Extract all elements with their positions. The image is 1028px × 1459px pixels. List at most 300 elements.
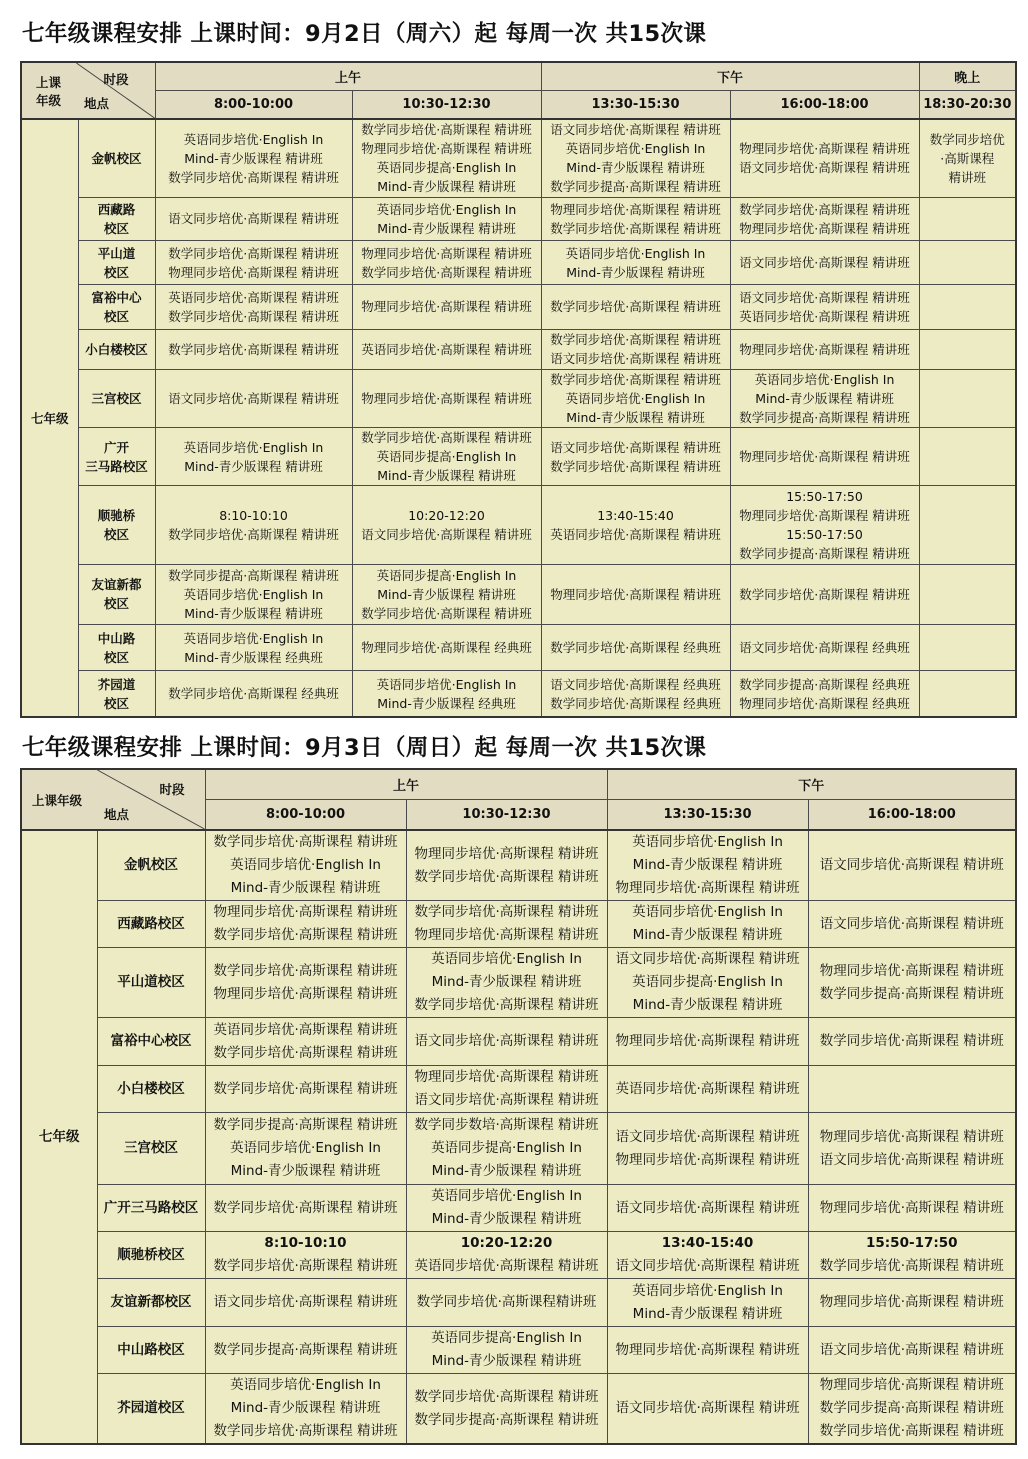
period-afternoon: 下午 bbox=[541, 62, 919, 90]
course-line: 数学同步培优·高斯课程 精讲班 bbox=[550, 371, 721, 387]
campus-name: 校区 bbox=[103, 220, 129, 236]
course-line: 英语同步培优·English In bbox=[183, 439, 324, 455]
course-cell bbox=[205, 948, 406, 1018]
table-corner-header bbox=[21, 62, 155, 119]
course-line: 数学同步提高·高斯课程 精讲班 bbox=[819, 1400, 1004, 1416]
campus-name: 西藏路校区 bbox=[117, 915, 185, 932]
course-cell bbox=[155, 671, 352, 717]
course-cell bbox=[808, 1327, 1016, 1374]
course-cell bbox=[730, 369, 919, 427]
campus-name: 芥园道校区 bbox=[117, 1400, 185, 1416]
campus-cell bbox=[97, 1018, 205, 1066]
schedule-table-saturday bbox=[20, 61, 1017, 718]
campus-name: 顺驰桥 bbox=[97, 507, 136, 523]
campus-cell bbox=[97, 948, 205, 1018]
course-cell bbox=[730, 624, 919, 670]
course-line: 英语同步培优·English In bbox=[230, 857, 381, 873]
campus-cell bbox=[97, 1066, 205, 1113]
course-cell bbox=[205, 901, 406, 948]
campus-name: 友谊新都校区 bbox=[110, 1294, 192, 1310]
course-cell bbox=[205, 1232, 406, 1279]
course-line: 数学同步培优 bbox=[929, 131, 1005, 147]
campus-name: 广开三马路校区 bbox=[103, 1199, 199, 1216]
course-cell bbox=[919, 486, 1016, 564]
course-line: 英语同步培优·English In bbox=[632, 904, 783, 920]
course-cell bbox=[730, 197, 919, 240]
campus-name: 西藏路 bbox=[97, 201, 136, 217]
course-line: 数学同步提高·高斯课程 精讲班 bbox=[819, 985, 1004, 1002]
course-line: 语文同步培优·高斯课程 精讲班 bbox=[615, 1258, 800, 1274]
course-cell bbox=[607, 1066, 808, 1113]
course-line: 数学同步提高·高斯课程 精讲班 bbox=[213, 1341, 398, 1358]
course-cell bbox=[730, 329, 919, 369]
course-line: 数学同步培优·高斯课程 精讲班 bbox=[213, 962, 398, 979]
course-cell bbox=[205, 1374, 406, 1445]
campus-name: 三马路校区 bbox=[85, 458, 148, 474]
course-cell bbox=[205, 1113, 406, 1185]
course-line: 物理同步培优·高斯课程 精讲班 bbox=[819, 1128, 1004, 1145]
course-cell bbox=[155, 486, 352, 564]
course-line: Mind-青少版课程 精讲班 bbox=[632, 1305, 783, 1322]
course-line: Mind-青少版课程 精讲班 bbox=[431, 974, 582, 990]
course-line: 英语同步培优·English In bbox=[230, 1377, 381, 1393]
course-cell bbox=[352, 119, 541, 197]
course-cell bbox=[730, 285, 919, 329]
course-line: 数学同步培优·高斯课程 精讲班 bbox=[819, 1423, 1004, 1439]
course-cell bbox=[541, 329, 730, 369]
course-line: 物理同步培优·高斯课程 精讲班 bbox=[550, 586, 721, 602]
course-line: 英语同步培优·English In bbox=[183, 630, 324, 646]
course-line: 物理同步培优·高斯课程 精讲班 bbox=[414, 927, 599, 943]
course-line: Mind-青少版课程 精讲班 bbox=[184, 150, 323, 166]
period-evening: 晚上 bbox=[919, 62, 1016, 90]
course-line: 数学同步提高·高斯课程 精讲班 bbox=[213, 1117, 398, 1133]
course-line: 数学同步培优·高斯课程 精讲班 bbox=[168, 526, 339, 542]
campus-name: 广开 bbox=[103, 439, 129, 455]
class-time: 8:10-10:10 bbox=[219, 507, 288, 523]
campus-cell bbox=[78, 486, 155, 564]
course-cell bbox=[406, 1374, 607, 1445]
campus-name: 芥园道 bbox=[97, 676, 136, 692]
campus-name: 小白楼校区 bbox=[85, 341, 148, 357]
table-row bbox=[21, 1232, 1016, 1279]
course-line: 语文同步培优·高斯课程 精讲班 bbox=[819, 915, 1004, 932]
course-line: Mind-青少版课程 精讲班 bbox=[566, 160, 705, 176]
course-line: 英语同步培优·高斯课程 精讲班 bbox=[361, 341, 532, 357]
course-line: 物理同步培优·高斯课程 精讲班 bbox=[819, 1199, 1004, 1216]
course-cell bbox=[155, 285, 352, 329]
course-line: 英语同步培优·English In bbox=[754, 371, 895, 387]
course-line: 物理同步培优·高斯课程 精讲班 bbox=[739, 507, 910, 523]
course-line: 物理同步培优·高斯课程 精讲班 bbox=[739, 341, 910, 357]
course-cell bbox=[406, 1066, 607, 1113]
campus-cell bbox=[78, 329, 155, 369]
period-morning: 上午 bbox=[155, 62, 541, 90]
course-cell bbox=[919, 671, 1016, 717]
course-line: 数学同步数培·高斯课程 精讲班 bbox=[414, 1117, 599, 1133]
course-line: 数学同步培优·高斯课程 精讲班 bbox=[739, 201, 910, 217]
course-line: Mind-青少版课程 精讲班 bbox=[230, 1400, 381, 1416]
course-line: 数学同步培优·高斯课程 经典班 bbox=[168, 686, 339, 702]
course-line: 英语同步培优·高斯课程 精讲班 bbox=[739, 308, 910, 324]
table-row bbox=[21, 486, 1016, 564]
course-line: 物理同步培优·高斯课程 精讲班 bbox=[414, 1069, 599, 1085]
campus-name: 富裕中心 bbox=[91, 289, 142, 305]
course-line: 语文同步培优·高斯课程 经典班 bbox=[550, 676, 721, 692]
course-cell bbox=[808, 901, 1016, 948]
time-slot: 8:00-10:00 bbox=[155, 90, 352, 119]
course-line: 语文同步培优·高斯课程 精讲班 bbox=[550, 439, 721, 455]
course-line: 语文同步培优·高斯课程 精讲班 bbox=[819, 1151, 1004, 1168]
course-cell bbox=[919, 241, 1016, 285]
table-row bbox=[21, 1327, 1016, 1374]
campus-name: 中山路 bbox=[97, 630, 136, 646]
campus-cell bbox=[97, 1327, 205, 1374]
course-cell bbox=[155, 329, 352, 369]
course-line: 语文同步培优·高斯课程 经典班 bbox=[739, 640, 910, 656]
time-slot: 13:30-15:30 bbox=[541, 90, 730, 119]
course-cell bbox=[352, 624, 541, 670]
course-cell bbox=[352, 369, 541, 427]
course-cell bbox=[607, 1374, 808, 1445]
campus-name: 校区 bbox=[103, 526, 129, 542]
course-line: 英语同步培优·English In bbox=[376, 676, 517, 692]
course-line: Mind-青少版课程 精讲班 bbox=[632, 997, 783, 1013]
course-cell bbox=[607, 830, 808, 901]
course-line: 英语同步培优·English In bbox=[230, 1140, 381, 1156]
course-line: Mind-青少版课程 精讲班 bbox=[377, 586, 516, 602]
course-line: 英语同步培优·English In bbox=[632, 1282, 783, 1299]
course-line: 数学同步培优·高斯课程 精讲班 bbox=[213, 1199, 398, 1216]
course-line: 物理同步培优·高斯课程 精讲班 bbox=[615, 880, 800, 896]
campus-cell bbox=[78, 119, 155, 197]
course-cell bbox=[730, 119, 919, 197]
time-slot: 18:30-20:30 bbox=[919, 90, 1016, 119]
course-line: 数学同步培优·高斯课程 精讲班 bbox=[819, 1033, 1004, 1049]
class-time: 15:50-17:50 bbox=[786, 526, 863, 542]
course-cell bbox=[406, 1232, 607, 1279]
course-line: 数学同步提高·高斯课程 精讲班 bbox=[168, 567, 339, 583]
corner-label-location: 地点 bbox=[104, 807, 130, 822]
campus-cell bbox=[97, 830, 205, 901]
campus-name: 校区 bbox=[103, 596, 129, 612]
course-line: 语文同步培优·高斯课程 精讲班 bbox=[615, 1128, 800, 1145]
course-cell bbox=[406, 1327, 607, 1374]
course-line: 语文同步培优·高斯课程 精讲班 bbox=[819, 1341, 1004, 1358]
course-cell bbox=[808, 1374, 1016, 1445]
course-line: 物理同步培优·高斯课程 精讲班 bbox=[739, 141, 910, 157]
time-slot: 16:00-18:00 bbox=[808, 799, 1016, 830]
course-cell bbox=[352, 564, 541, 624]
course-line: 英语同步培优·高斯课程 精讲班 bbox=[550, 526, 721, 542]
course-cell bbox=[541, 486, 730, 564]
course-line: 数学同步培优·高斯课程 精讲班 bbox=[213, 927, 398, 943]
course-cell bbox=[808, 1066, 1016, 1113]
course-line: 英语同步培优·English In bbox=[431, 951, 582, 967]
course-line: 数学同步培优·高斯课程 精讲班 bbox=[414, 904, 599, 920]
course-line: 数学同步培优·高斯课程 精讲班 bbox=[168, 245, 339, 261]
corner-label-time: 时段 bbox=[159, 782, 185, 797]
course-line: Mind-青少版课程 精讲班 bbox=[632, 857, 783, 873]
course-cell bbox=[607, 901, 808, 948]
course-line: Mind-青少版课程 精讲班 bbox=[377, 179, 516, 195]
course-line: Mind-青少版课程 精讲班 bbox=[377, 220, 516, 236]
course-line: 数学同步提高·高斯课程 精讲班 bbox=[550, 179, 721, 195]
course-line: 英语同步提高·English In bbox=[376, 567, 517, 583]
course-line: 数学同步提高·高斯课程 经典班 bbox=[739, 676, 910, 692]
campus-name: 金帆校区 bbox=[124, 857, 178, 873]
course-cell bbox=[808, 1018, 1016, 1066]
course-cell bbox=[205, 1327, 406, 1374]
course-line: 物理同步培优·高斯课程 精讲班 bbox=[615, 1033, 800, 1049]
corner-label-grade-1: 上课 bbox=[36, 75, 62, 90]
course-cell bbox=[155, 369, 352, 427]
class-time: 15:50-17:50 bbox=[866, 1235, 958, 1251]
campus-cell bbox=[78, 285, 155, 329]
course-line: 英语同步提高·English In bbox=[376, 160, 517, 176]
course-line: 英语同步培优·高斯课程 精讲班 bbox=[168, 289, 339, 305]
table-row bbox=[21, 428, 1016, 486]
course-line: 物理同步培优·高斯课程 精讲班 bbox=[550, 201, 721, 217]
course-cell bbox=[541, 428, 730, 486]
campus-name: 中山路校区 bbox=[117, 1341, 185, 1358]
table-row bbox=[21, 329, 1016, 369]
course-line: 数学同步培优·高斯课程 精讲班 bbox=[414, 997, 599, 1013]
course-cell bbox=[919, 369, 1016, 427]
course-cell bbox=[919, 329, 1016, 369]
table-row bbox=[21, 1185, 1016, 1232]
grade-cell: 七年级 bbox=[21, 830, 97, 1444]
table-row bbox=[21, 1018, 1016, 1066]
table-row bbox=[21, 1279, 1016, 1327]
time-slot: 10:30-12:30 bbox=[352, 90, 541, 119]
course-line: 数学同步培优·高斯课程 精讲班 bbox=[213, 1258, 398, 1274]
course-line: 数学同步培优·高斯课程 精讲班 bbox=[361, 264, 532, 280]
course-line: 数学同步培优·高斯课程 精讲班 bbox=[168, 341, 339, 357]
campus-name: 校区 bbox=[103, 649, 129, 665]
course-line: 物理同步培优·高斯课程 精讲班 bbox=[213, 985, 398, 1002]
table-row bbox=[21, 241, 1016, 285]
course-line: 语文同步培优·高斯课程 精讲班 bbox=[615, 951, 800, 967]
course-line: Mind-青少版课程 精讲班 bbox=[230, 880, 381, 896]
campus-name: 平山道校区 bbox=[117, 974, 185, 990]
time-slot: 10:30-12:30 bbox=[406, 799, 607, 830]
course-line: 物理同步培优·高斯课程 精讲班 bbox=[615, 1151, 800, 1168]
course-line: 语文同步培优·高斯课程 精讲班 bbox=[550, 351, 721, 367]
course-line: 物理同步培优·高斯课程 精讲班 bbox=[361, 141, 532, 157]
course-line: 数学同步培优·高斯课程 经典班 bbox=[550, 640, 721, 656]
course-line: 英语同步培优·高斯课程 精讲班 bbox=[213, 1021, 398, 1038]
course-cell bbox=[541, 241, 730, 285]
course-line: 英语同步培优·English In bbox=[565, 245, 706, 261]
class-time: 13:40-15:40 bbox=[597, 507, 674, 523]
course-line: 英语同步培优·English In bbox=[565, 390, 706, 406]
course-cell bbox=[541, 564, 730, 624]
course-line: 数学同步培优·高斯课程 精讲班 bbox=[819, 1258, 1004, 1274]
campus-name: 富裕中心校区 bbox=[110, 1033, 192, 1049]
course-line: Mind-青少版课程 经典班 bbox=[184, 649, 323, 665]
course-cell bbox=[607, 1327, 808, 1374]
corner-label-grade-2: 年级 bbox=[36, 93, 62, 108]
course-line: Mind-青少版课程 精讲班 bbox=[184, 605, 323, 621]
course-line: Mind-青少版课程 精讲班 bbox=[632, 927, 783, 943]
campus-cell bbox=[97, 1232, 205, 1279]
campus-name: 三宫校区 bbox=[124, 1140, 178, 1156]
course-line: 物理同步培优·高斯课程 精讲班 bbox=[739, 220, 910, 236]
class-time: 15:50-17:50 bbox=[786, 488, 863, 504]
course-cell bbox=[607, 1232, 808, 1279]
class-time: 8:10-10:10 bbox=[264, 1235, 347, 1251]
course-line: 精讲班 bbox=[948, 169, 987, 185]
course-cell bbox=[205, 1018, 406, 1066]
course-line: 数学同步提高·高斯课程 精讲班 bbox=[739, 409, 910, 425]
course-line: 数学同步培优·高斯课程 精讲班 bbox=[213, 1044, 398, 1061]
table-row bbox=[21, 1113, 1016, 1185]
campus-name: 平山道 bbox=[97, 245, 136, 261]
course-cell bbox=[406, 1018, 607, 1066]
table-row bbox=[21, 197, 1016, 240]
course-line: 数学同步培优·高斯课程 精讲班 bbox=[213, 1423, 398, 1439]
course-line: 物理同步培优·高斯课程 精讲班 bbox=[819, 1294, 1004, 1310]
course-line: 物理同步培优·高斯课程 精讲班 bbox=[213, 904, 398, 920]
course-line: 物理同步培优·高斯课程 精讲班 bbox=[361, 299, 532, 315]
time-slot: 16:00-18:00 bbox=[730, 90, 919, 119]
course-cell bbox=[541, 285, 730, 329]
course-cell bbox=[155, 564, 352, 624]
course-line: 英语同步提高·English In bbox=[632, 974, 783, 990]
course-line: 数学同步培优·高斯课程精讲班 bbox=[416, 1294, 597, 1310]
campus-cell bbox=[97, 1374, 205, 1445]
course-line: 数学同步培优·高斯课程 精讲班 bbox=[213, 1080, 398, 1097]
course-line: 语文同步培优·高斯课程 精讲班 bbox=[414, 1092, 599, 1108]
campus-name: 校区 bbox=[103, 308, 129, 324]
campus-cell bbox=[78, 369, 155, 427]
course-cell bbox=[205, 1066, 406, 1113]
course-cell bbox=[541, 624, 730, 670]
course-line: Mind-青少版课程 精讲班 bbox=[184, 458, 323, 474]
table-row bbox=[21, 369, 1016, 427]
course-line: 数学同步培优·高斯课程 精讲班 bbox=[414, 868, 599, 885]
course-line: 语文同步培优·高斯课程 精讲班 bbox=[739, 255, 910, 271]
course-cell bbox=[205, 1185, 406, 1232]
course-cell bbox=[541, 197, 730, 240]
schedule-title-saturday: 七年级课程安排 上课时间：9月2日（周六）起 每周一次 共15次课 bbox=[22, 21, 707, 47]
course-cell bbox=[808, 1279, 1016, 1327]
course-line: 英语同步提高·English In bbox=[376, 449, 517, 465]
course-cell bbox=[155, 119, 352, 197]
course-line: 数学同步培优·高斯课程 精讲班 bbox=[168, 169, 339, 185]
course-line: 语文同步培优·高斯课程 精讲班 bbox=[739, 160, 910, 176]
campus-cell bbox=[97, 1113, 205, 1185]
course-line: 物理同步培优·高斯课程 精讲班 bbox=[414, 845, 599, 862]
course-line: 数学同步提高·高斯课程 精讲班 bbox=[739, 545, 910, 561]
campus-name: 顺驰桥校区 bbox=[117, 1246, 185, 1263]
course-cell bbox=[607, 1279, 808, 1327]
corner-label-time: 时段 bbox=[103, 72, 129, 87]
corner-label-grade: 上课年级 bbox=[32, 793, 83, 808]
course-line: Mind-青少版课程 精讲班 bbox=[566, 264, 705, 280]
course-line: 英语同步提高·English In bbox=[431, 1330, 582, 1346]
class-time: 10:20-12:20 bbox=[460, 1235, 553, 1251]
course-line: Mind-青少版课程 精讲班 bbox=[377, 468, 516, 484]
course-cell bbox=[808, 830, 1016, 901]
campus-cell bbox=[97, 1279, 205, 1327]
course-line: 语文同步培优·高斯课程 精讲班 bbox=[168, 390, 339, 406]
class-time: 13:40-15:40 bbox=[661, 1235, 754, 1251]
course-line: 英语同步提高·English In bbox=[431, 1140, 582, 1156]
course-cell bbox=[541, 119, 730, 197]
course-line: 数学同步培优·高斯课程 精讲班 bbox=[550, 332, 721, 348]
table-row bbox=[21, 1374, 1016, 1445]
course-line: 语文同步培优·高斯课程 精讲班 bbox=[550, 122, 721, 138]
table-row bbox=[21, 119, 1016, 197]
course-cell bbox=[808, 1232, 1016, 1279]
campus-name: 三宫校区 bbox=[91, 390, 142, 406]
course-line: 数学同步培优·高斯课程 精讲班 bbox=[550, 458, 721, 474]
course-cell bbox=[730, 428, 919, 486]
course-line: Mind-青少版课程 精讲班 bbox=[431, 1353, 582, 1369]
course-line: 语文同步培优·高斯课程 精讲班 bbox=[739, 289, 910, 305]
table-row bbox=[21, 671, 1016, 717]
course-cell bbox=[919, 428, 1016, 486]
course-line: 语文同步培优·高斯课程 精讲班 bbox=[819, 857, 1004, 873]
table-row bbox=[21, 624, 1016, 670]
course-line: 物理同步培优·高斯课程 经典班 bbox=[739, 695, 910, 711]
course-cell bbox=[607, 1185, 808, 1232]
course-cell bbox=[406, 1113, 607, 1185]
course-cell bbox=[406, 1185, 607, 1232]
course-line: 物理同步培优·高斯课程 精讲班 bbox=[168, 264, 339, 280]
course-cell bbox=[155, 428, 352, 486]
campus-cell bbox=[78, 241, 155, 285]
course-line: 数学同步培优·高斯课程 精讲班 bbox=[414, 1388, 599, 1405]
course-cell bbox=[406, 948, 607, 1018]
time-slot: 8:00-10:00 bbox=[205, 799, 406, 830]
course-line: Mind-青少版课程 精讲班 bbox=[431, 1163, 582, 1179]
course-cell bbox=[919, 624, 1016, 670]
course-cell bbox=[919, 119, 1016, 197]
course-cell bbox=[919, 564, 1016, 624]
course-cell bbox=[730, 486, 919, 564]
course-cell bbox=[406, 901, 607, 948]
course-line: 数学同步提高·高斯课程 精讲班 bbox=[414, 1411, 599, 1428]
course-cell bbox=[607, 1018, 808, 1066]
campus-cell bbox=[78, 564, 155, 624]
course-line: Mind-青少版课程 精讲班 bbox=[755, 390, 894, 406]
table-row bbox=[21, 285, 1016, 329]
course-line: 物理同步培优·高斯课程 精讲班 bbox=[739, 449, 910, 465]
course-cell bbox=[155, 197, 352, 240]
course-line: 数学同步培优·高斯课程 精讲班 bbox=[361, 430, 532, 446]
course-line: 语文同步培优·高斯课程 精讲班 bbox=[168, 211, 339, 227]
course-cell bbox=[352, 197, 541, 240]
course-line: 数学同步培优·高斯课程 精讲班 bbox=[361, 605, 532, 621]
course-line: 英语同步培优·English In bbox=[183, 586, 324, 602]
course-cell bbox=[607, 1113, 808, 1185]
course-cell bbox=[919, 197, 1016, 240]
course-line: 数学同步培优·高斯课程 精讲班 bbox=[550, 299, 721, 315]
course-line: 数学同步培优·高斯课程 精讲班 bbox=[213, 834, 398, 850]
campus-name: 小白楼校区 bbox=[117, 1080, 185, 1097]
course-line: 数学同步培优·高斯课程 精讲班 bbox=[361, 122, 532, 138]
campus-cell bbox=[78, 428, 155, 486]
course-line: 物理同步培优·高斯课程 精讲班 bbox=[819, 962, 1004, 979]
course-cell bbox=[607, 948, 808, 1018]
course-line: 物理同步培优·高斯课程 精讲班 bbox=[615, 1341, 800, 1358]
course-line: 语文同步培优·高斯课程 精讲班 bbox=[615, 1400, 800, 1416]
course-line: 数学同步培优·高斯课程 经典班 bbox=[550, 695, 721, 711]
corner-label-location: 地点 bbox=[84, 96, 110, 111]
